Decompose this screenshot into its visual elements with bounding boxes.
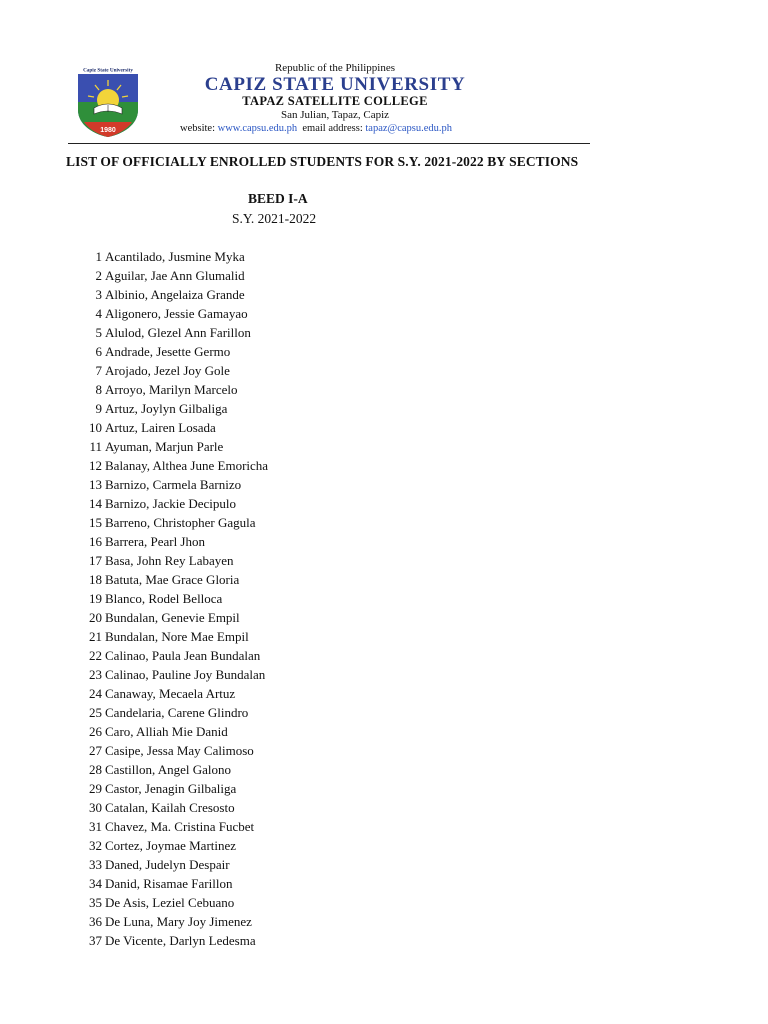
student-number: 10 bbox=[89, 420, 102, 435]
student-name: Aligonero, Jessie Gamayao bbox=[105, 306, 248, 321]
republic-text: Republic of the Philippines bbox=[274, 62, 396, 74]
student-number: 37 bbox=[89, 933, 102, 948]
student-name: Balanay, Althea June Emoricha bbox=[105, 458, 269, 473]
student-name: Artuz, Joylyn Gilbaliga bbox=[105, 401, 228, 416]
college-address: San Julian, Tapaz, Capiz bbox=[280, 108, 390, 121]
student-row bbox=[78, 627, 268, 646]
student-row bbox=[78, 855, 268, 874]
student-row bbox=[78, 608, 268, 627]
student-row bbox=[78, 304, 268, 323]
student-row bbox=[78, 380, 268, 399]
student-row bbox=[78, 247, 268, 266]
student-name: Batuta, Mae Grace Gloria bbox=[105, 572, 240, 587]
student-row bbox=[78, 323, 268, 342]
student-name: Albinio, Angelaiza Grande bbox=[105, 287, 245, 302]
student-number: 4 bbox=[95, 306, 102, 321]
student-row bbox=[78, 779, 268, 798]
student-row bbox=[78, 399, 268, 418]
student-name: Artuz, Lairen Losada bbox=[105, 420, 216, 435]
student-number: 2 bbox=[95, 268, 102, 283]
student-name: Caro, Alliah Mie Danid bbox=[105, 724, 228, 739]
student-name: Calinao, Pauline Joy Bundalan bbox=[105, 667, 266, 682]
student-row bbox=[78, 741, 268, 760]
website-label: website: bbox=[180, 122, 215, 134]
student-name: Catalan, Kailah Cresosto bbox=[105, 800, 235, 815]
student-number: 24 bbox=[89, 686, 102, 701]
student-number: 34 bbox=[89, 876, 102, 891]
student-row bbox=[78, 912, 268, 931]
student-number: 9 bbox=[95, 401, 102, 416]
student-name: Cortez, Joymae Martinez bbox=[105, 838, 237, 853]
student-name: Basa, John Rey Labayen bbox=[105, 553, 234, 568]
student-number: 19 bbox=[89, 591, 102, 606]
student-number: 29 bbox=[89, 781, 102, 796]
student-name: Ayuman, Marjun Parle bbox=[105, 439, 224, 454]
student-row bbox=[78, 646, 268, 665]
student-number: 7 bbox=[95, 363, 102, 378]
student-number: 17 bbox=[89, 553, 102, 568]
student-row bbox=[78, 532, 268, 551]
student-name: De Luna, Mary Joy Jimenez bbox=[105, 914, 252, 929]
student-row bbox=[78, 874, 268, 893]
letterhead bbox=[175, 63, 495, 134]
student-name: Arojado, Jezel Joy Gole bbox=[105, 363, 230, 378]
student-number: 25 bbox=[89, 705, 102, 720]
student-name: Castor, Jenagin Gilbaliga bbox=[105, 781, 237, 796]
student-row bbox=[78, 703, 268, 722]
student-name: De Vicente, Darlyn Ledesma bbox=[105, 933, 256, 948]
student-name: Calinao, Paula Jean Bundalan bbox=[105, 648, 261, 663]
student-name: Arroyo, Marilyn Marcelo bbox=[105, 382, 238, 397]
student-number: 20 bbox=[89, 610, 102, 625]
student-name: Barreno, Christopher Gagula bbox=[105, 515, 256, 530]
student-number: 16 bbox=[89, 534, 102, 549]
student-row bbox=[78, 551, 268, 570]
student-number: 35 bbox=[89, 895, 102, 910]
university-name: CAPIZ STATE UNIVERSITY bbox=[204, 74, 466, 95]
student-row bbox=[78, 931, 268, 950]
student-row bbox=[78, 285, 268, 304]
school-year: S.Y. 2021-2022 bbox=[232, 211, 317, 226]
student-row bbox=[78, 893, 268, 912]
student-row bbox=[78, 418, 268, 437]
student-number: 8 bbox=[95, 382, 102, 397]
student-row bbox=[78, 513, 268, 532]
student-name: De Asis, Leziel Cebuano bbox=[105, 895, 235, 910]
student-name: Andrade, Jesette Germo bbox=[105, 344, 231, 359]
student-number: 14 bbox=[89, 496, 102, 511]
student-number: 1 bbox=[95, 249, 102, 264]
student-name: Blanco, Rodel Belloca bbox=[105, 591, 223, 606]
student-row bbox=[78, 817, 268, 836]
student-name: Daned, Judelyn Despair bbox=[105, 857, 230, 872]
student-list bbox=[78, 247, 268, 950]
student-number: 22 bbox=[89, 648, 102, 663]
student-name: Castillon, Angel Galono bbox=[105, 762, 232, 777]
student-row bbox=[78, 798, 268, 817]
student-row bbox=[78, 684, 268, 703]
student-row bbox=[78, 475, 268, 494]
header-divider bbox=[68, 143, 590, 144]
student-name: Casipe, Jessa May Calimoso bbox=[105, 743, 254, 758]
student-number: 21 bbox=[89, 629, 102, 644]
student-number: 11 bbox=[89, 439, 102, 454]
student-number: 32 bbox=[89, 838, 102, 853]
website-link[interactable]: www.capsu.edu.ph bbox=[217, 122, 298, 134]
student-name: Canaway, Mecaela Artuz bbox=[105, 686, 236, 701]
university-seal-icon bbox=[76, 66, 140, 138]
student-number: 36 bbox=[89, 914, 102, 929]
student-number: 23 bbox=[89, 667, 102, 682]
student-number: 3 bbox=[95, 287, 102, 302]
student-number: 18 bbox=[89, 572, 102, 587]
seal-year: 1980 bbox=[100, 127, 116, 134]
student-name: Danid, Risamae Farillon bbox=[105, 876, 233, 891]
seal-text-top: Capiz State University bbox=[83, 67, 133, 74]
college-name: TAPAZ SATELLITE COLLEGE bbox=[242, 94, 428, 108]
document-title: LIST OF OFFICIALLY ENROLLED STUDENTS FOR S.Y. 2021-2022 BY SECTIONS bbox=[66, 154, 579, 169]
student-row bbox=[78, 361, 268, 380]
student-name: Acantilado, Jusmine Myka bbox=[105, 249, 245, 264]
student-row bbox=[78, 665, 268, 684]
student-name: Candelaria, Carene Glindro bbox=[105, 705, 249, 720]
student-row bbox=[78, 760, 268, 779]
student-name: Bundalan, Genevie Empil bbox=[105, 610, 240, 625]
student-number: 5 bbox=[95, 325, 102, 340]
student-name: Aguilar, Jae Ann Glumalid bbox=[105, 268, 245, 283]
student-number: 26 bbox=[89, 724, 102, 739]
email-label: email address: bbox=[302, 122, 363, 134]
student-name: Barnizo, Carmela Barnizo bbox=[105, 477, 242, 492]
student-row bbox=[78, 266, 268, 285]
student-name: Bundalan, Nore Mae Empil bbox=[105, 629, 249, 644]
student-row bbox=[78, 589, 268, 608]
student-name: Chavez, Ma. Cristina Fucbet bbox=[105, 819, 255, 834]
student-row bbox=[78, 342, 268, 361]
student-number: 27 bbox=[89, 743, 102, 758]
student-number: 12 bbox=[89, 458, 102, 473]
section-name: BEED I-A bbox=[248, 191, 308, 206]
student-name: Alulod, Glezel Ann Farillon bbox=[105, 325, 251, 340]
student-number: 15 bbox=[89, 515, 102, 530]
student-number: 13 bbox=[89, 477, 102, 492]
student-name: Barnizo, Jackie Decipulo bbox=[105, 496, 237, 511]
student-number: 28 bbox=[89, 762, 102, 777]
student-row bbox=[78, 494, 268, 513]
student-number: 33 bbox=[89, 857, 102, 872]
student-number: 6 bbox=[95, 344, 102, 359]
student-number: 30 bbox=[89, 800, 102, 815]
student-row bbox=[78, 456, 268, 475]
student-row bbox=[78, 836, 268, 855]
student-row bbox=[78, 437, 268, 456]
contact-line bbox=[175, 124, 495, 135]
student-row bbox=[78, 722, 268, 741]
student-number: 31 bbox=[89, 819, 102, 834]
email-link[interactable]: tapaz@capsu.edu.ph bbox=[365, 122, 453, 134]
student-row bbox=[78, 570, 268, 589]
student-name: Barrera, Pearl Jhon bbox=[105, 534, 205, 549]
